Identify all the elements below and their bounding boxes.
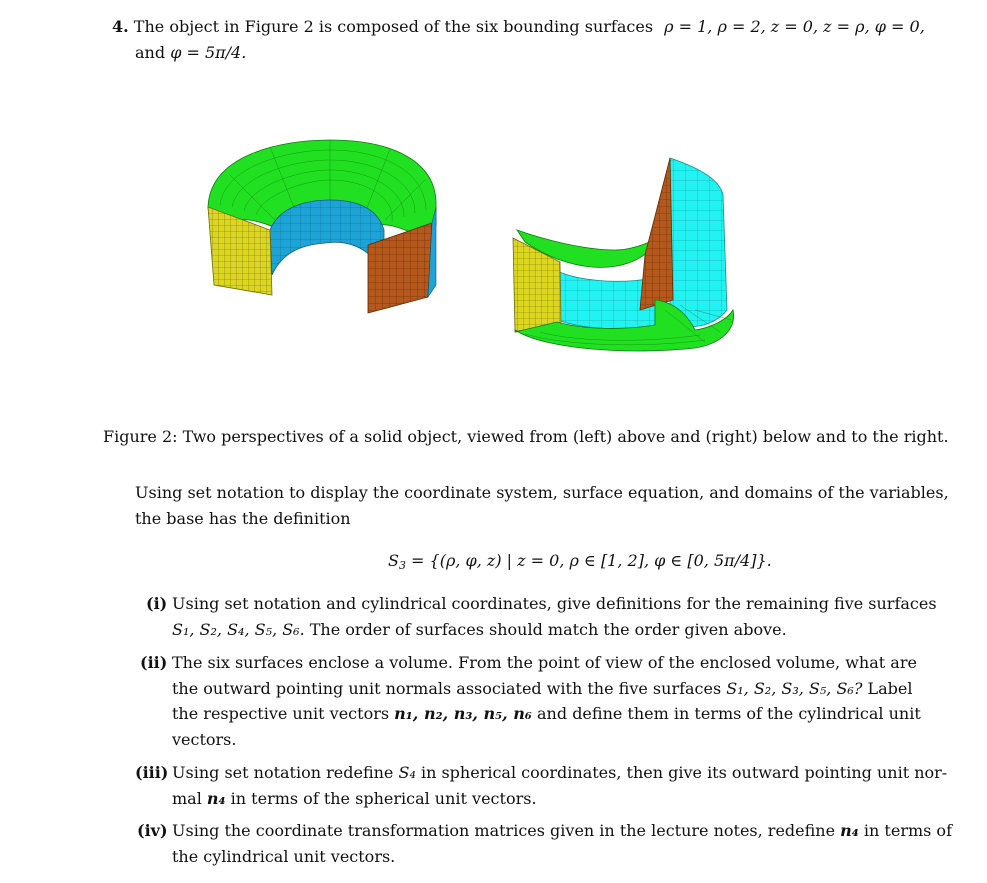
body-paragraph-line-2: the base has the definition: [135, 509, 351, 528]
item-ii-line-4: vectors.: [172, 730, 237, 749]
outer-wall-cyan: [670, 158, 727, 327]
figure-left-view-above: [200, 135, 445, 320]
item-ii-line-1: The six surfaces enclose a volume. From the point of view of the enclosed volume, what are: [172, 653, 917, 672]
base-definition: [388, 551, 772, 576]
item-iv-line-2: the cylindrical unit vectors.: [172, 847, 396, 866]
problem-intro-line-1: [112, 17, 925, 37]
item-iv-label: (iv): [137, 821, 168, 840]
body-paragraph-line-1: Using set notation to display the coordinate system, surface equation, and domains of the variables,: [135, 483, 949, 502]
item-iii-text-d: in terms of the spherical unit vectors.: [230, 789, 537, 808]
problem-intro-equations: ρ = 1, ρ = 2, z = 0, z = ρ, φ = 0,: [664, 17, 925, 36]
figure-right-view-below: [505, 150, 740, 355]
item-i-label: (i): [146, 594, 168, 613]
item-iii-vector: n₄: [206, 789, 226, 808]
item-ii-text-d: and define them in terms of the cylindrical unit: [537, 704, 921, 723]
item-ii-unit-vectors: n₁, n₂, n₃, n₅, n₆: [394, 704, 532, 723]
item-ii-label: (ii): [140, 653, 168, 672]
problem-intro-phi-eq: φ = 5π/4.: [170, 43, 247, 62]
side-face-brown-right: [640, 158, 673, 310]
item-iv-text-b: in terms of: [863, 821, 952, 840]
item-ii-line-3: [172, 704, 921, 724]
item-ii-text-c: the respective unit vectors: [172, 704, 390, 723]
base-surface-subscript: 3: [398, 559, 406, 572]
problem-intro-text: The object in Figure 2 is composed of the six bounding surfaces: [133, 17, 654, 36]
item-iii-text-b: in spherical coordinates, then give its outward pointing unit nor-: [420, 763, 948, 782]
item-ii-text-a: the outward pointing unit normals associated with the five surfaces: [172, 679, 722, 698]
item-iv-text-a: Using the coordinate transformation matrices given in the lecture notes, redefine: [172, 821, 836, 840]
item-iv-vector: n₄: [840, 821, 859, 840]
inner-wall-cyan: [555, 270, 655, 329]
item-i-line-1: Using set notation and cylindrical coordinates, give definitions for the remaining five surfaces: [172, 594, 937, 613]
problem-intro-and: and: [135, 43, 166, 62]
problem-number: 4.: [112, 17, 129, 36]
base-surface-symbol: S: [388, 551, 399, 570]
item-iii-line-1: [172, 763, 947, 783]
item-iii-surface: S₄: [398, 763, 416, 782]
base-set-definition: = {(ρ, φ, z) | z = 0, ρ ∈ [1, 2], φ ∈ [0, 5π/4]}.: [405, 551, 772, 570]
item-ii-line-2: [172, 679, 913, 699]
item-ii-surfaces: S₁, S₂, S₃, S₅, S₆?: [726, 679, 863, 698]
problem-intro-line-2: [135, 43, 246, 63]
item-iii-label: (iii): [135, 763, 169, 782]
item-iii-text-c: mal: [172, 789, 202, 808]
item-iii-line-2: [172, 789, 537, 809]
item-i-surfaces: S₁, S₂, S₄, S₅, S₆.: [172, 620, 305, 639]
item-i-rest: The order of surfaces should match the order given above.: [309, 620, 787, 639]
item-ii-text-b: Label: [867, 679, 913, 698]
item-iv-line-1: [172, 821, 952, 841]
item-iii-text-a: Using set notation redefine: [172, 763, 394, 782]
inner-wall-blue: [270, 200, 384, 275]
figure-caption: Figure 2: Two perspectives of a solid object, viewed from (left) above and (right) below and to the right.: [103, 427, 949, 446]
item-i-line-2: [172, 620, 787, 640]
